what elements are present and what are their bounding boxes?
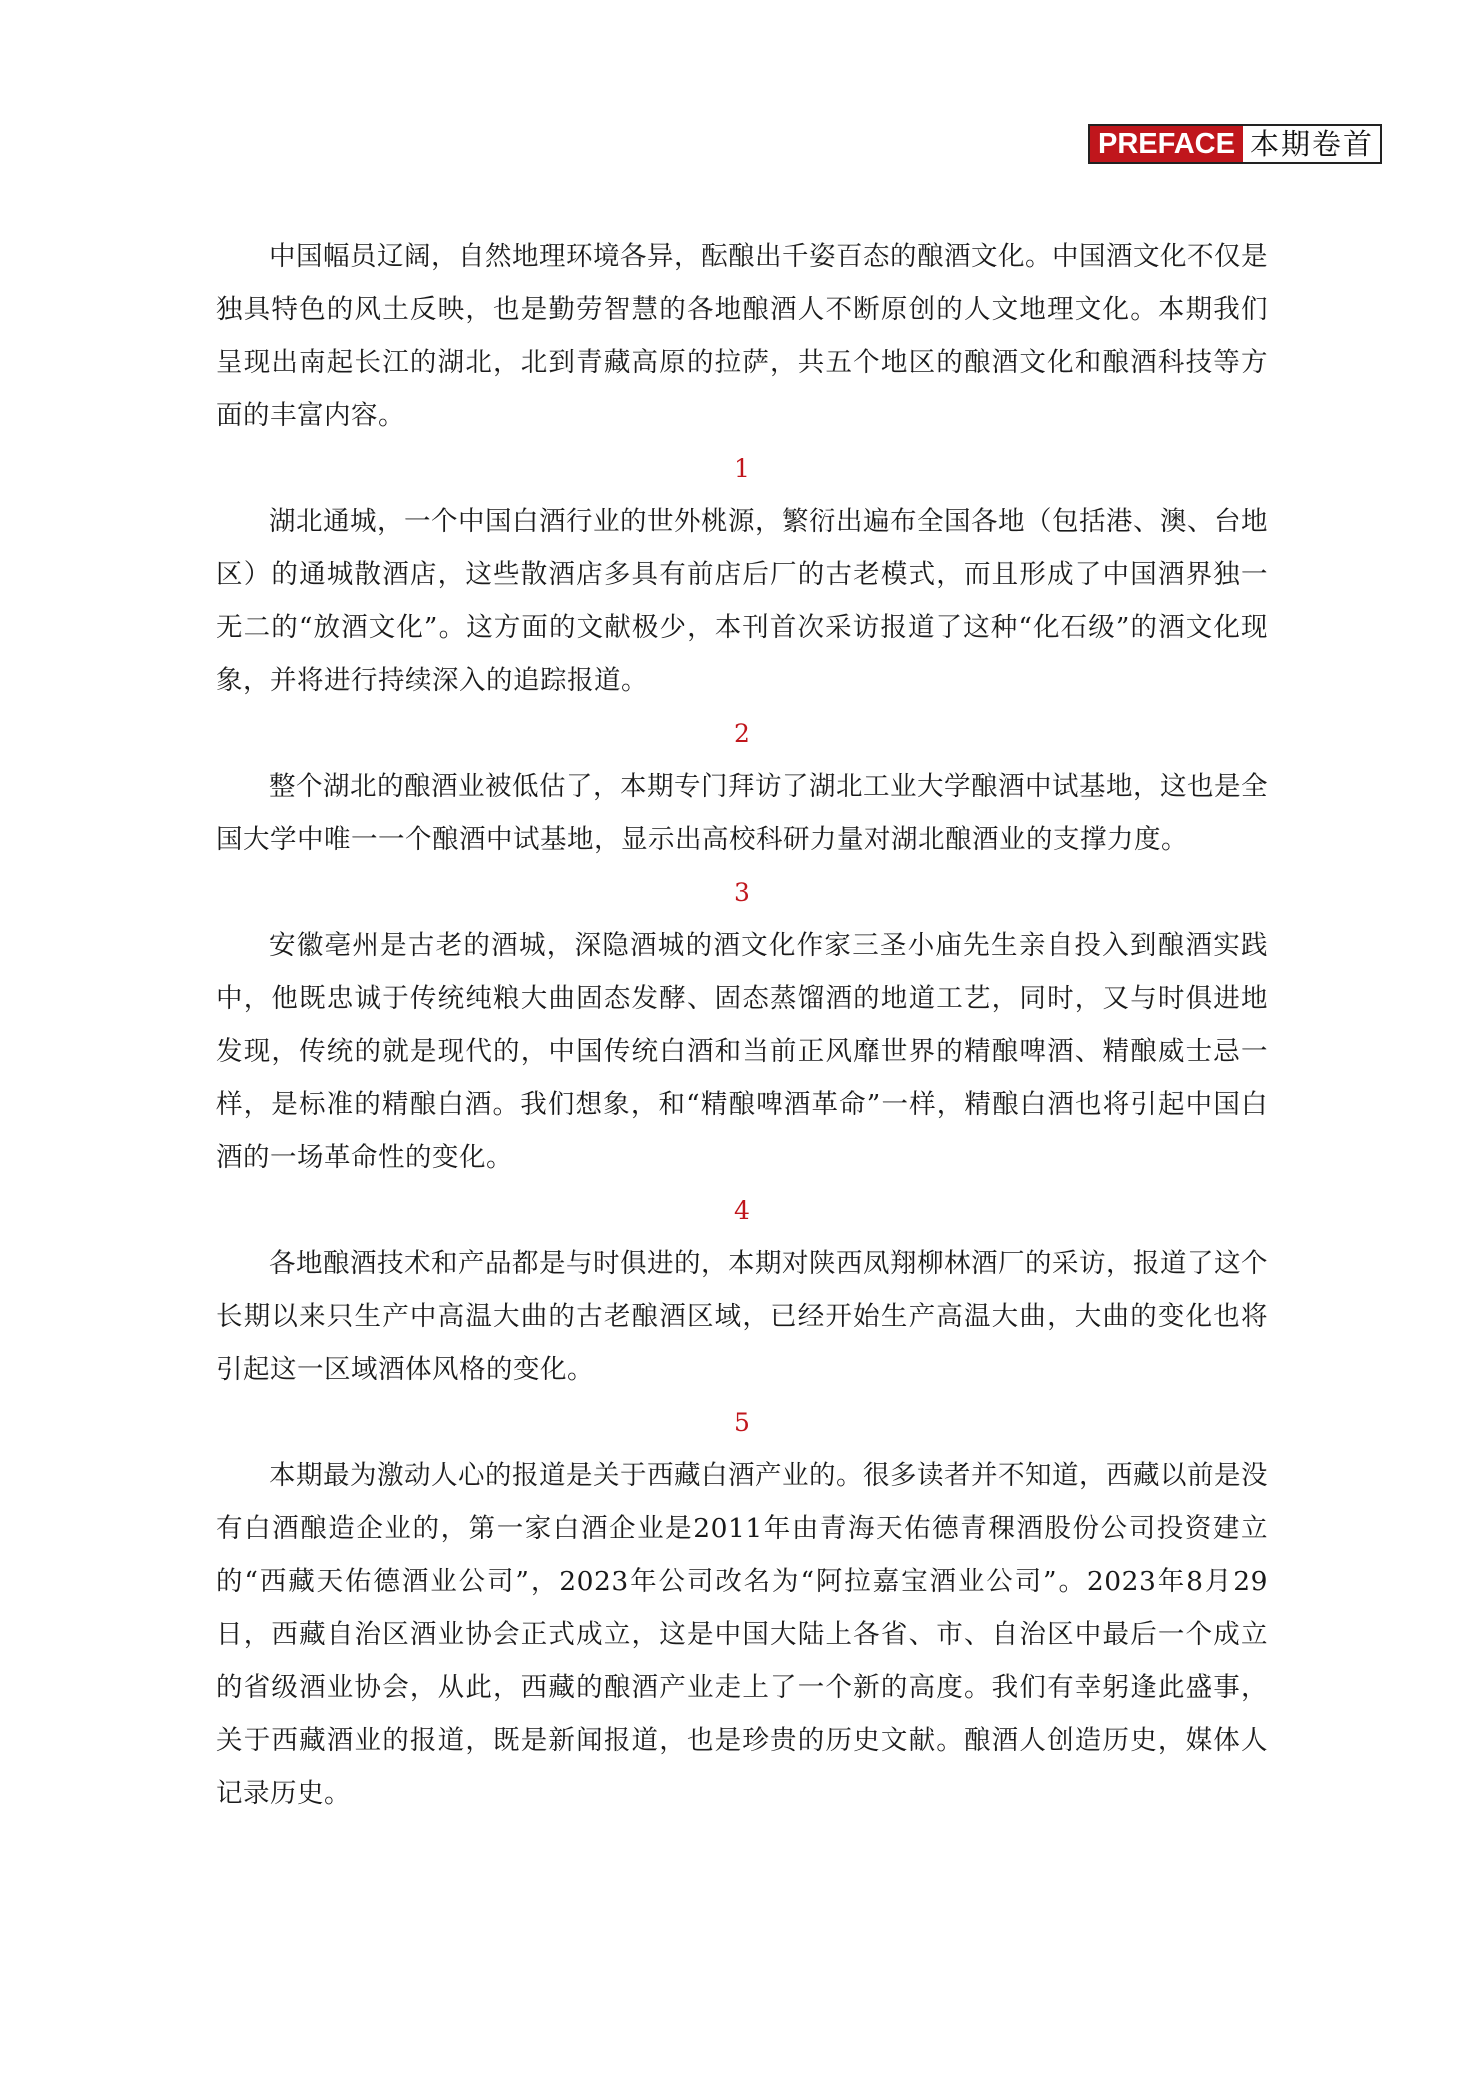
section-number: 2 <box>734 719 750 748</box>
section-paragraph: 安徽亳州是古老的酒城，深隐酒城的酒文化作家三圣小庙先生亲自投入到酿酒实践中，他既忠诚于传统纯粮大曲固态发酵、固态蒸馏酒的地道工艺，同时，又与时俱进地发现，传统的就是现代的，中国传统白酒和当前正风靡世界的精酿啤酒、精酿威士忌一样，是标准的精酿白酒。我们想象，和“精酿啤酒革命”一样，精酿白酒也将引起中国白酒的一场革命性的变化。 <box>216 930 1268 1173</box>
section-number: 1 <box>734 454 750 483</box>
section-paragraph: 本期最为激动人心的报道是关于西藏白酒产业的。很多读者并不知道，西藏以前是没有白酒酿造企业的，第一家白酒企业是2011年由青海天佑德青稞酒股份公司投资建立的“西藏天佑德酒业公司”，2023年公司改名为“阿拉嘉宝酒业公司”。2023年8月29日，西藏自治区酒业协会正式成立，这是中国大陆上各省、市、自治区中最后一个成立的省级酒业协会，从此，西藏的酿酒产业走上了一个新的高度。我们有幸躬逢此盛事，关于西藏酒业的报道，既是新闻报道，也是珍贵的历史文献。酿酒人创造历史，媒体人记录历史。 <box>216 1460 1268 1809</box>
section-number: 5 <box>734 1408 750 1437</box>
header-label-en: PREFACE <box>1090 126 1243 162</box>
intro-paragraph: 中国幅员辽阔，自然地理环境各异，酝酿出千姿百态的酿酒文化。中国酒文化不仅是独具特色的风土反映，也是勤劳智慧的各地酿酒人不断原创的人文地理文化。本期我们呈现出南起长江的湖北，北到青藏高原的拉萨，共五个地区的酿酒文化和酿酒科技等方面的丰富内容。 <box>216 241 1268 431</box>
header-label-cn: 本期卷首 <box>1243 126 1380 162</box>
section-number: 4 <box>734 1196 750 1225</box>
section-number: 3 <box>734 878 750 907</box>
section-header-tag <box>1088 124 1382 164</box>
section-paragraph: 各地酿酒技术和产品都是与时俱进的，本期对陕西凤翔柳林酒厂的采访，报道了这个长期以来只生产中高温大曲的古老酿酒区域，已经开始生产高温大曲，大曲的变化也将引起这一区域酒体风格的变化。 <box>216 1248 1268 1385</box>
preface-body <box>216 230 1268 1820</box>
section-paragraph: 湖北通城，一个中国白酒行业的世外桃源，繁衍出遍布全国各地（包括港、澳、台地区）的通城散酒店，这些散酒店多具有前店后厂的古老模式，而且形成了中国酒界独一无二的“放酒文化”。这方面的文献极少，本刊首次采访报道了这种“化石级”的酒文化现象，并将进行持续深入的追踪报道。 <box>216 506 1268 696</box>
section-paragraph: 整个湖北的酿酒业被低估了，本期专门拜访了湖北工业大学酿酒中试基地，这也是全国大学中唯一一个酿酒中试基地，显示出高校科研力量对湖北酿酒业的支撑力度。 <box>216 771 1268 855</box>
